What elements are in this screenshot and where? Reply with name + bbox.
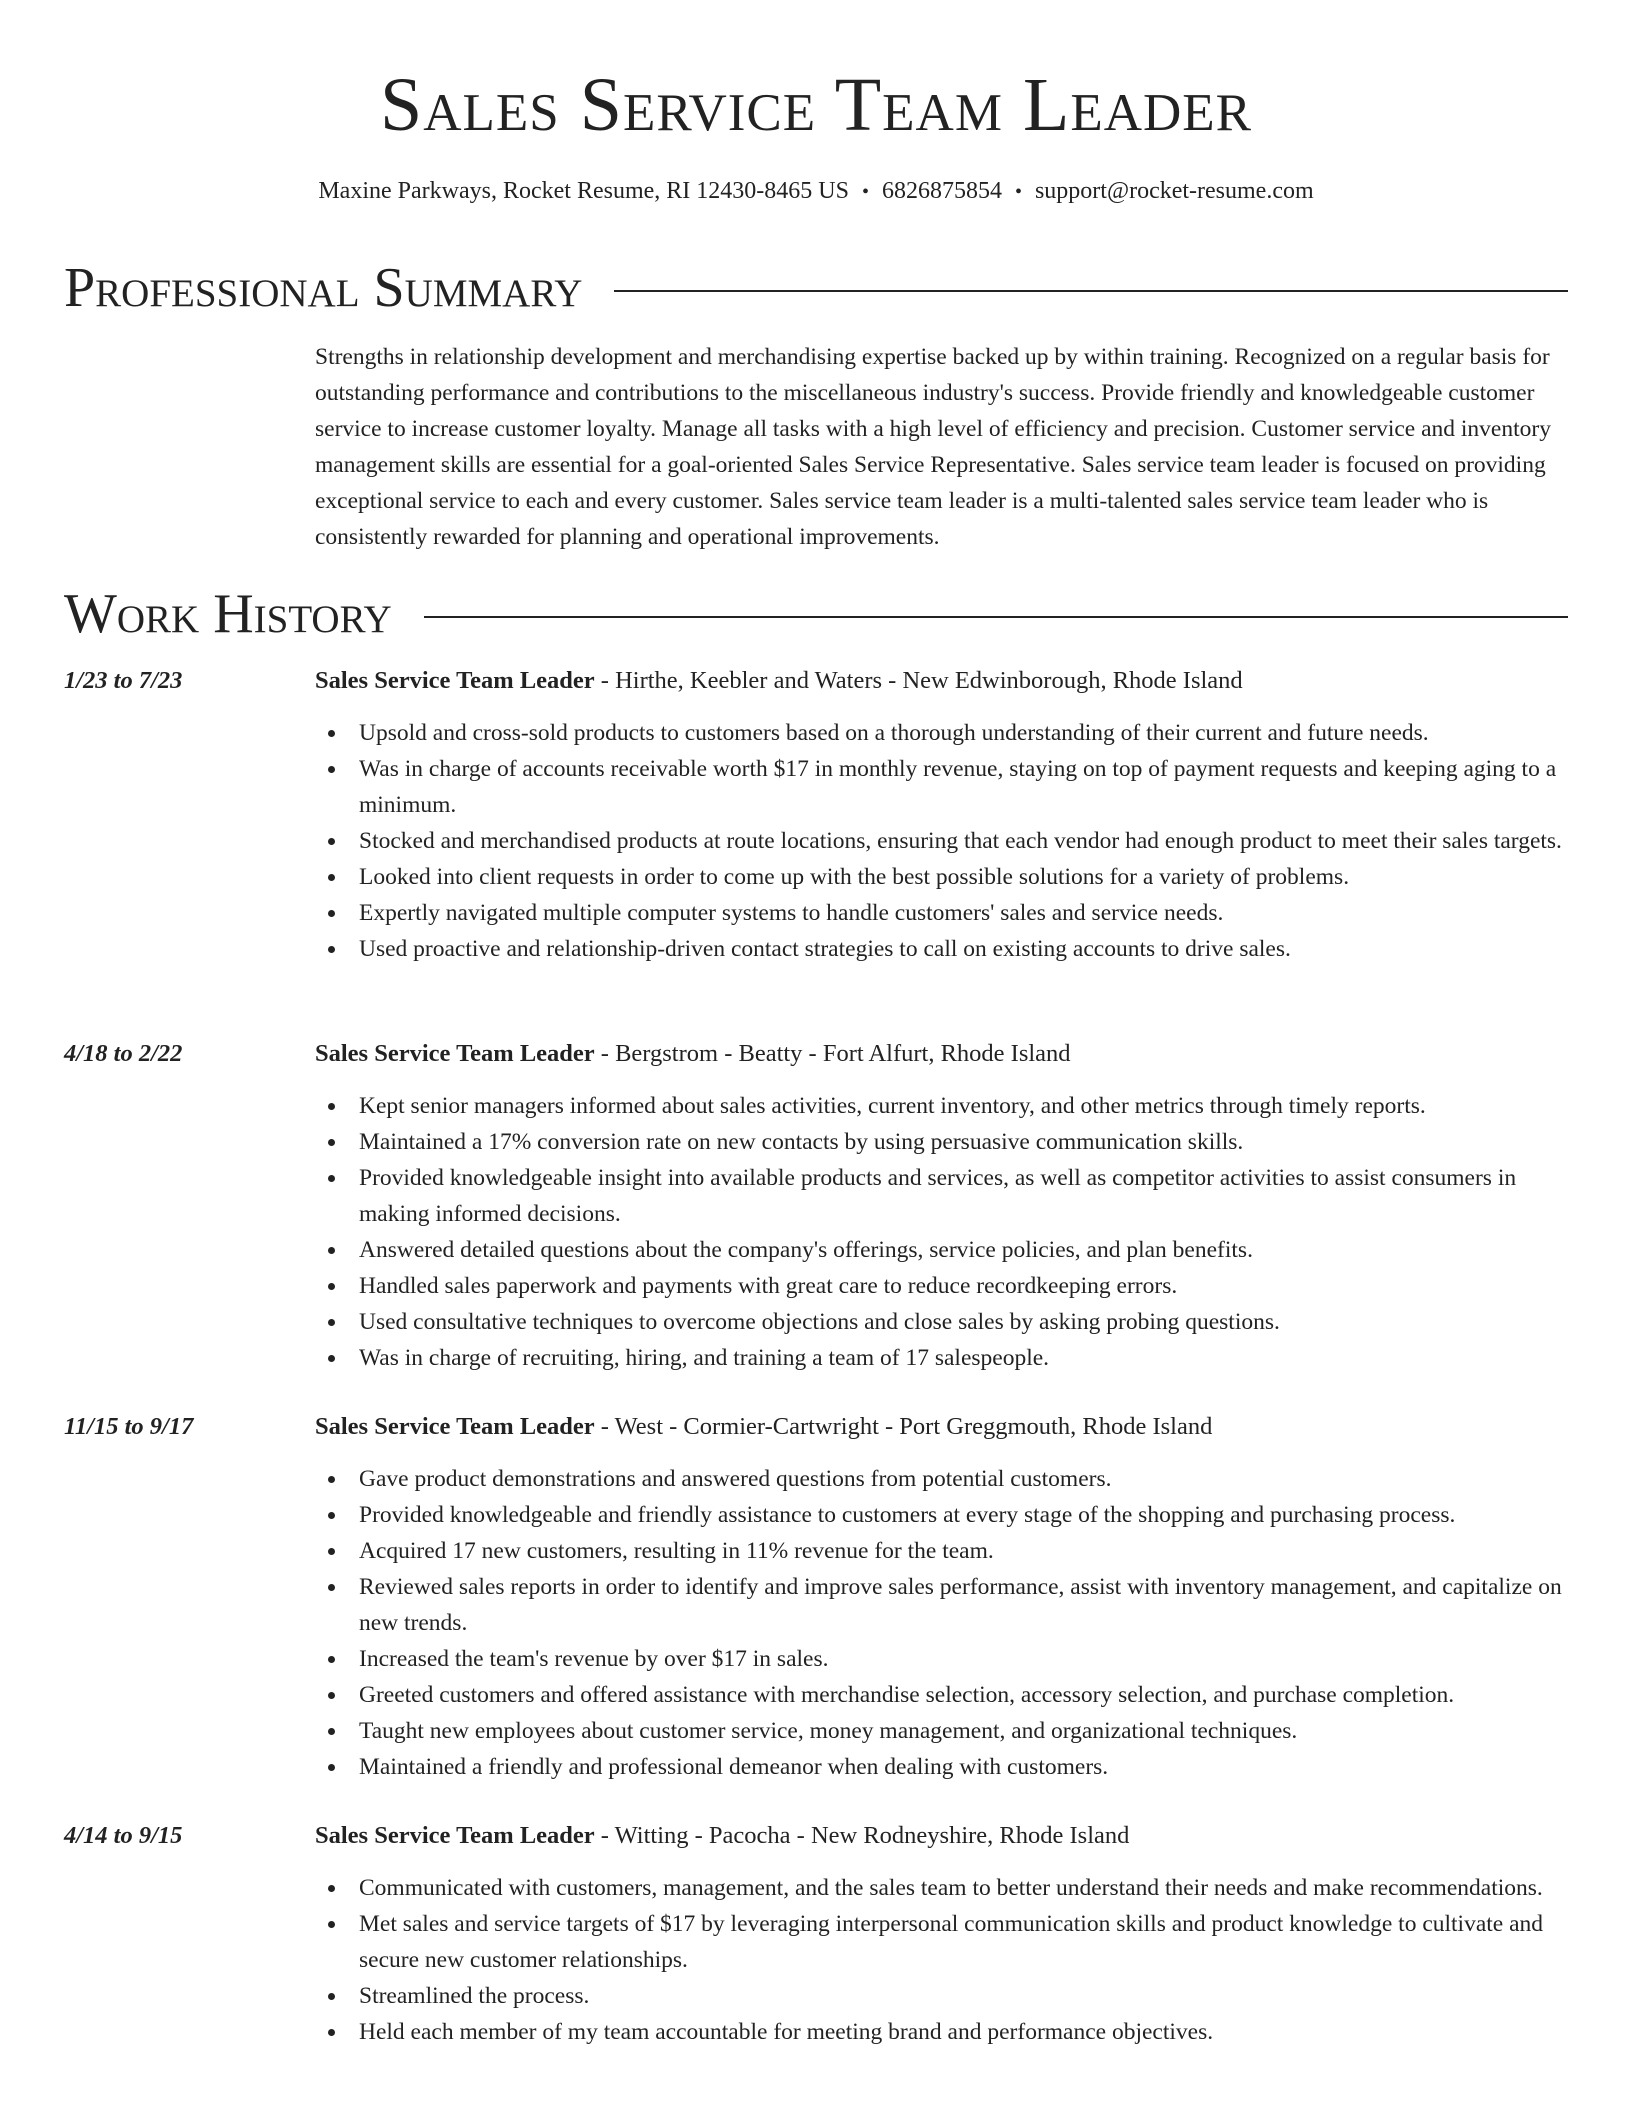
- list-item: Reviewed sales reports in order to identify and improve sales performance, assist with inventory management, and capitalize on new trends.: [359, 1569, 1568, 1641]
- list-item: Increased the team's revenue by over $17 in sales.: [359, 1641, 1568, 1677]
- job-title: Sales Service Team Leader: [315, 1040, 595, 1067]
- list-item: Expertly navigated multiple computer systems to handle customers' sales and service needs.: [359, 895, 1568, 931]
- list-item: Provided knowledgeable insight into available products and services, as well as competitor activities to assist consumers in making informed decisions.: [359, 1160, 1568, 1232]
- section-divider: [424, 616, 1568, 618]
- job-entry: [64, 664, 1568, 967]
- job-details: - Bergstrom - Beatty - Fort Alfurt, Rhode Island: [594, 1040, 1071, 1067]
- address: Maxine Parkways, Rocket Resume, RI 12430-8465 US: [318, 178, 849, 204]
- list-item: Upsold and cross-sold products to customers based on a thorough understanding of their current and future needs.: [359, 715, 1568, 751]
- job-bullets: [315, 1461, 1568, 1785]
- summary-heading: Professional Summary: [64, 257, 583, 319]
- list-item: Maintained a friendly and professional demeanor when dealing with customers.: [359, 1749, 1568, 1785]
- job-dates: 11/15 to 9/17: [64, 1413, 194, 1440]
- contact-line: [0, 175, 1632, 208]
- work-history-heading: Work History: [64, 583, 392, 645]
- list-item: Was in charge of accounts receivable worth $17 in monthly revenue, staying on top of payment requests and keeping aging to a minimum.: [359, 751, 1568, 823]
- job-details: - Witting - Pacocha - New Rodneyshire, Rhode Island: [594, 1822, 1130, 1849]
- job-title: Sales Service Team Leader: [315, 667, 595, 694]
- list-item: Used proactive and relationship-driven contact strategies to call on existing accounts to drive sales.: [359, 931, 1568, 967]
- job-headline: [315, 1410, 1568, 1444]
- list-item: Acquired 17 new customers, resulting in 11% revenue for the team.: [359, 1533, 1568, 1569]
- list-item: Used consultative techniques to overcome objections and close sales by asking probing questions.: [359, 1304, 1568, 1340]
- job-bullets: [315, 1870, 1568, 2050]
- job-entry: [64, 1037, 1568, 1376]
- job-title: Sales Service Team Leader: [315, 1822, 595, 1849]
- list-item: Was in charge of recruiting, hiring, and training a team of 17 salespeople.: [359, 1340, 1568, 1376]
- work-history-section-header: [64, 582, 1568, 646]
- email: support@rocket-resume.com: [1034, 178, 1314, 204]
- list-item: Handled sales paperwork and payments with great care to reduce recordkeeping errors.: [359, 1268, 1568, 1304]
- list-item: Kept senior managers informed about sales activities, current inventory, and other metrics through timely reports.: [359, 1088, 1568, 1124]
- list-item: Held each member of my team accountable for meeting brand and performance objectives.: [359, 2014, 1568, 2050]
- summary-section-header: [64, 256, 1568, 320]
- job-entry: [64, 1410, 1568, 1785]
- section-divider: [614, 290, 1568, 292]
- list-item: Streamlined the process.: [359, 1978, 1568, 2014]
- list-item: Answered detailed questions about the company's offerings, service policies, and plan benefits.: [359, 1232, 1568, 1268]
- job-title: Sales Service Team Leader: [315, 1413, 595, 1440]
- list-item: Provided knowledgeable and friendly assistance to customers at every stage of the shopping and purchasing process.: [359, 1497, 1568, 1533]
- job-headline: [315, 1037, 1568, 1071]
- separator-dot: •: [1014, 181, 1022, 203]
- job-details: - West - Cormier-Cartwright - Port Greggmouth, Rhode Island: [594, 1413, 1213, 1440]
- phone: 6826875854: [881, 178, 1002, 204]
- list-item: Taught new employees about customer service, money management, and organizational techniques.: [359, 1713, 1568, 1749]
- list-item: Stocked and merchandised products at route locations, ensuring that each vendor had enough product to meet their sales targets.: [359, 823, 1568, 859]
- separator-dot: •: [861, 181, 869, 203]
- list-item: Greeted customers and offered assistance with merchandise selection, accessory selection, and purchase completion.: [359, 1677, 1568, 1713]
- job-entry: [64, 1819, 1568, 2050]
- list-item: Communicated with customers, management, and the sales team to better understand their needs and make recommendations.: [359, 1870, 1568, 1906]
- list-item: Maintained a 17% conversion rate on new contacts by using persuasive communication skills.: [359, 1124, 1568, 1160]
- list-item: Gave product demonstrations and answered questions from potential customers.: [359, 1461, 1568, 1497]
- job-headline: [315, 664, 1568, 698]
- job-details: - Hirthe, Keebler and Waters - New Edwinborough, Rhode Island: [594, 667, 1243, 694]
- summary-text: Strengths in relationship development and merchandising expertise backed up by within training. Recognized on a regular basis for outstanding performance and contributions to the miscellaneous industry's success. Provide friendly and knowledgeable customer service to increase customer loyalty. Manage all tasks with a high level of efficiency and precision. Customer service and inventory management skills are essential for a goal-oriented Sales Service Representative. Sales service team leader is focused on providing exceptional service to each and every customer. Sales service team leader is a multi-talented sales service team leader who is consistently rewarded for planning and operational improvements.: [315, 344, 1551, 550]
- list-item: Looked into client requests in order to come up with the best possible solutions for a variety of problems.: [359, 859, 1568, 895]
- job-headline: [315, 1819, 1568, 1853]
- job-bullets: [315, 1088, 1568, 1376]
- job-dates: 4/18 to 2/22: [64, 1040, 183, 1067]
- list-item: Met sales and service targets of $17 by leveraging interpersonal communication skills and product knowledge to cultivate and secure new customer relationships.: [359, 1906, 1568, 1978]
- candidate-name: Sales Service Team Leader: [379, 63, 1253, 147]
- job-bullets: [315, 715, 1568, 967]
- job-dates: 4/14 to 9/15: [64, 1822, 183, 1849]
- job-dates: 1/23 to 7/23: [64, 667, 183, 694]
